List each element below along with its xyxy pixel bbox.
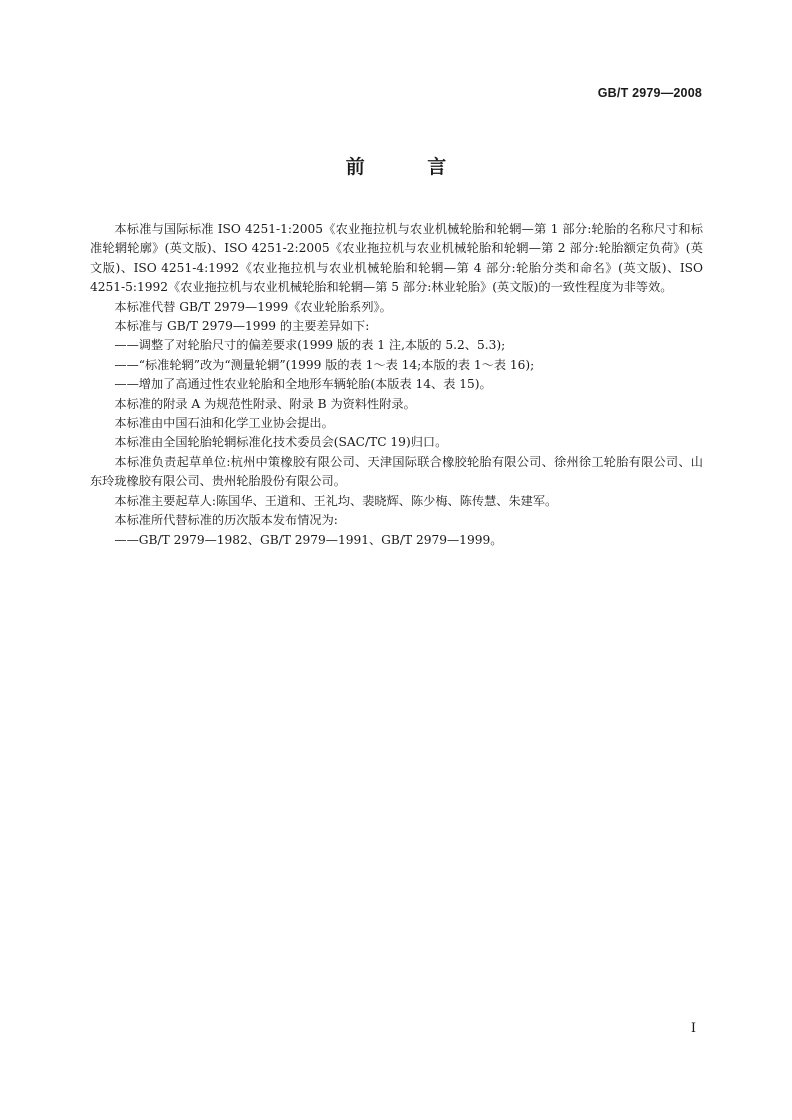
page-title: 前 言 (345, 156, 475, 178)
paragraph-history-intro: 本标准所代替标准的历次版本发布情况为: (114, 513, 338, 528)
paragraph-drafters: 本标准主要起草人:陈国华、王道和、王礼均、裴晓辉、陈少梅、陈传慧、朱建军。 (114, 493, 558, 508)
paragraph-drafting-units: 本标准负责起草单位:杭州中策橡胶有限公司、天津国际联合橡胶轮胎有限公司、徐州徐工轮胎有限公司、山东玲珑橡胶有限公司、贵州轮胎股份有限公司。 (90, 454, 703, 489)
standard-code: GB/T 2979—2008 (597, 86, 702, 100)
foreword-body (90, 220, 703, 550)
paragraph-proposed-by: 本标准由中国石油和化学工业协会提出。 (114, 416, 334, 431)
list-item-difference-1: ——调整了对轮胎尺寸的偏差要求(1999 版的表 1 注,本版的 5.2、5.3); (114, 338, 506, 353)
paragraph-replaces: 本标准代替 GB/T 2979—1999《农业轮胎系列》。 (114, 299, 392, 314)
paragraph-differences: 本标准与 GB/T 2979—1999 的主要差异如下: (114, 319, 370, 334)
paragraph-annex: 本标准的附录 A 为规范性附录、附录 B 为资料性附录。 (114, 396, 416, 411)
page-number: I (690, 1021, 696, 1036)
paragraph-intro: 本标准与国际标准 ISO 4251-1:2005《农业拖拉机与农业机械轮胎和轮辋—第 1 部分:轮胎的名称尺寸和标准轮辋轮廓》(英文版)、ISO 4251-2:2005《农业拖拉机与农业机械轮胎和轮辋—第 2 部分:轮胎额定负荷》(英文版)、ISO 4251-4:1992《农业拖拉机与农业机械轮胎和轮辋—第 4 部分:轮胎分类和命名》(英文版)、ISO 4251-5:1992《农业拖拉机与农业机械轮胎和轮辋—第 5 部分:林业轮胎》(英文版)的一致性程度为非等效。 (90, 222, 703, 295)
paragraph-centralized-by: 本标准由全国轮胎轮辋标准化技术委员会(SAC/TC 19)归口。 (114, 435, 448, 450)
list-item-difference-3: ——增加了高通过性农业轮胎和全地形车辆轮胎(本版表 14、表 15)。 (114, 377, 492, 392)
list-item-history: ——GB/T 2979—1982、GB/T 2979—1991、GB/T 2979—1999。 (114, 532, 503, 547)
list-item-difference-2: ——“标准轮辋”改为“测量轮辋”(1999 版的表 1～表 14;本版的表 1～表 16); (114, 357, 535, 372)
